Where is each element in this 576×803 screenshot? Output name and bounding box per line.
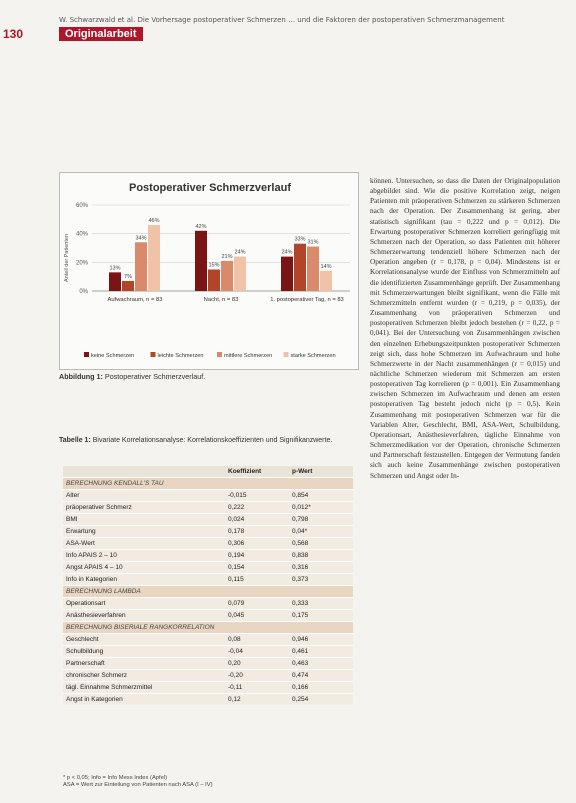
table-cell-coefficient: 0,045 bbox=[225, 610, 289, 622]
table-cell-p-value: 0,474 bbox=[289, 670, 353, 682]
legend-swatch bbox=[284, 352, 289, 357]
table-row bbox=[63, 598, 353, 610]
table-cell-p-value: 0,854 bbox=[289, 490, 353, 502]
table-row bbox=[63, 682, 353, 694]
figure-chart bbox=[59, 172, 359, 370]
table-cell-coefficient: 0,222 bbox=[225, 502, 289, 514]
table-cell-coefficient: 0,08 bbox=[225, 634, 289, 646]
bar-chart bbox=[60, 173, 358, 369]
table-caption bbox=[59, 436, 357, 445]
table-row bbox=[63, 502, 353, 514]
chart-data-label: 13% bbox=[109, 265, 121, 272]
table-cell-variable: Info APAIS 2 – 10 bbox=[63, 550, 225, 562]
table-cell-p-value: 0,316 bbox=[289, 562, 353, 574]
table-cell-variable: Erwartung bbox=[63, 526, 225, 538]
table-cell-variable: chronischer Schmerz bbox=[63, 670, 225, 682]
table-cell-p-value: 0,838 bbox=[289, 550, 353, 562]
table-cell-variable: Info in Kategorien bbox=[63, 574, 225, 586]
table-row bbox=[63, 694, 353, 706]
table-row bbox=[63, 490, 353, 502]
table-cell-p-value: 0,175 bbox=[289, 610, 353, 622]
table-cell-coefficient: -0,04 bbox=[225, 646, 289, 658]
chart-data-label: 31% bbox=[307, 239, 319, 246]
chart-data-label: 33% bbox=[294, 236, 306, 243]
table-header-p-value: p-Wert bbox=[289, 466, 353, 478]
chart-y-tick-label: 0% bbox=[79, 289, 88, 295]
table-section-row bbox=[63, 478, 353, 490]
table-cell-variable: tägl. Einnahme Schmerzmittel bbox=[63, 682, 225, 694]
table-cell-variable: Angst in Kategorien bbox=[63, 694, 225, 706]
table-cell-p-value: 0,166 bbox=[289, 682, 353, 694]
table-cell-coefficient: 0,306 bbox=[225, 538, 289, 550]
table-caption-text: Bivariate Korrelationsanalyse: Korrelationskoeffizienten und Signifikanzwerte. bbox=[92, 437, 333, 444]
chart-bar bbox=[221, 261, 233, 291]
table-footnote: ASA = Wert zur Einteilung von Patienten nach ASA (I – IV) bbox=[63, 782, 213, 788]
chart-data-label: 42% bbox=[195, 223, 207, 230]
legend-label: mittlere Schmerzen bbox=[224, 353, 273, 359]
table-cell-p-value: 0,568 bbox=[289, 538, 353, 550]
table-cell-p-value: 0,463 bbox=[289, 658, 353, 670]
table-cell-coefficient: -0,015 bbox=[225, 490, 289, 502]
table-cell-p-value: 0,461 bbox=[289, 646, 353, 658]
legend-swatch bbox=[84, 352, 89, 357]
chart-y-tick-label: 40% bbox=[75, 231, 88, 238]
chart-bar bbox=[320, 271, 332, 291]
table-section-row bbox=[63, 622, 353, 634]
table-cell-p-value: 0,333 bbox=[289, 598, 353, 610]
chart-bar bbox=[234, 257, 246, 291]
chart-bar bbox=[294, 244, 306, 291]
table-row bbox=[63, 550, 353, 562]
table-cell-variable: Alter bbox=[63, 490, 225, 502]
legend-swatch bbox=[151, 352, 156, 357]
table-cell-variable: Schulbildung bbox=[63, 646, 225, 658]
table-header-row bbox=[63, 466, 353, 478]
table-row bbox=[63, 634, 353, 646]
table-cell-coefficient: 0,115 bbox=[225, 574, 289, 586]
running-head: W. Schwarzwald et al. Die Vorhersage postoperativer Schmerzen … und die Faktoren der postoperativen Schmerzmanagement bbox=[59, 16, 505, 24]
chart-bar bbox=[109, 272, 121, 291]
chart-title: Postoperativer Schmerzverlauf bbox=[128, 182, 292, 194]
chart-bar bbox=[281, 257, 293, 291]
table-cell-variable: Anästhesieverfahren bbox=[63, 610, 225, 622]
table-cell-coefficient: 0,079 bbox=[225, 598, 289, 610]
table-cell-p-value: 0,012* bbox=[289, 502, 353, 514]
table-cell-coefficient: 0,20 bbox=[225, 658, 289, 670]
correlation-table bbox=[63, 466, 353, 705]
table-row bbox=[63, 670, 353, 682]
table-header-coefficient: Koeffizient bbox=[225, 466, 289, 478]
table-cell-coefficient: 0,024 bbox=[225, 514, 289, 526]
chart-data-label: 15% bbox=[208, 262, 220, 269]
chart-category-label: 1. postoperativer Tag, n = 83 bbox=[270, 297, 344, 303]
table-cell-p-value: 0,798 bbox=[289, 514, 353, 526]
table-row bbox=[63, 526, 353, 538]
table-cell-p-value: 0,254 bbox=[289, 694, 353, 706]
table-row bbox=[63, 658, 353, 670]
chart-y-tick-label: 60% bbox=[75, 203, 88, 209]
chart-bar bbox=[195, 231, 207, 291]
table-row bbox=[63, 562, 353, 574]
table-cell-variable: Operationsart bbox=[63, 598, 225, 610]
table-footnote: * p < 0,05; Info = Info Mess Index (Apfel) bbox=[63, 775, 168, 781]
chart-bar bbox=[208, 270, 220, 292]
table-header-label bbox=[63, 466, 225, 478]
table-body bbox=[63, 478, 353, 706]
chart-bar bbox=[135, 242, 147, 291]
chart-bar bbox=[122, 281, 134, 291]
table-cell-coefficient: 0,154 bbox=[225, 562, 289, 574]
chart-data-label: 14% bbox=[320, 263, 332, 270]
table-cell-variable: BMI bbox=[63, 514, 225, 526]
table-row bbox=[63, 538, 353, 550]
figure-caption bbox=[59, 372, 205, 381]
table-cell-variable: Partnerschaft bbox=[63, 658, 225, 670]
table-section-row bbox=[63, 586, 353, 598]
chart-bar bbox=[307, 247, 319, 291]
table-footnotes bbox=[63, 775, 353, 789]
figure-caption-text: Postoperativer Schmerzverlauf. bbox=[104, 372, 206, 381]
chart-data-label: 7% bbox=[124, 273, 132, 280]
chart-y-tick-label: 20% bbox=[75, 260, 88, 267]
figure-caption-label: Abbildung 1: bbox=[59, 372, 103, 381]
table-cell-variable: Geschlecht bbox=[63, 634, 225, 646]
chart-data-label: 46% bbox=[148, 218, 160, 225]
chart-category-label: Aufwachraum, n = 83 bbox=[107, 297, 163, 303]
legend-label: keine Schmerzen bbox=[91, 353, 135, 359]
table-cell-variable: präoperativer Schmerz bbox=[63, 502, 225, 514]
legend-label: leichte Schmerzen bbox=[157, 353, 204, 359]
table-cell-p-value: 0,04* bbox=[289, 526, 353, 538]
chart-data-label: 21% bbox=[221, 253, 233, 260]
body-text-column bbox=[370, 176, 560, 481]
legend-label: starke Schmerzen bbox=[290, 353, 336, 359]
chart-data-label: 24% bbox=[281, 249, 293, 256]
table-row bbox=[63, 514, 353, 526]
body-paragraph: können. Untersuchen, so dass die Daten der Originalpopulation abgebildet sind. Wie die positive Korrelation zeigt, neigen Patienten mit präoperativen Schmerzen zu stärkeren Schmerzen nach der Operation. Der Zusammenhang ist gering, aber statistisch signifikant (tau = 0,222 und p = 0,012). Die Erwartung postoperativer Schmerzen korreliert geringfügig mit Schmerzen nach der Operation, so dass Patienten mit höherer Schmerzerwartung tendenziell höhere Schmerzen nach der Operation angeben (r = 0,178, p = 0,04). Mindestens ist er Korrelationsanalyse wurde der Einfluss von Schmerzmitteln auf die identifizierten Zusammenhänge geprüft. Der Zusammenhang mit Schmerzerwartungen bleibt signifikant, wenn die Fälle mit Schmerzmitteln entfernt wurden (r = 0,219, p = 0,035), der Zusammenhang von präoperativen Schmerzen und postoperativen Schmerzen bleibt jedoch bestehen (r = 0,22, p = 0,041). Bei der Untersuchung von Zusammenhängen zwischen den einzelnen Erhebungszeitpunkten postoperativer Schmerzen zeigt sich, dass hohe Schmerzen im Aufwachraum und hohe Schmerzwerte in der Nacht zusammenhängen (r = 0,015) und nächtliche Schmerzen wiederum mit Schmerzen am ersten postoperativen Tag korrelieren (p = 0,001). Ein Zusammenhang zwischen Schmerzen im Aufwachraum und denen am ersten postoperativen Tag besteht jedoch nicht (p = 0,5). Kein Zusammenhang mit postoperativen Schmerzen war für die Variablen Alter, Geschlecht, BMI, ASA-Wert, Schulbildung, Operationsart, Anästhesieverfahren, tägliche Einnahme von Schmerzmedikation vor der Operation, chronische Schmerzen und Partnerschaft festzustellen. Entgegen der Vermutung fanden sich auch keine Zusammenhänge zwischen postoperativen Schmerzen und Angst oder In- bbox=[370, 176, 560, 480]
table-cell-coefficient: 0,12 bbox=[225, 694, 289, 706]
chart-bar bbox=[148, 225, 160, 291]
section-label: Originalarbeit bbox=[59, 27, 143, 41]
chart-y-axis-label: Anteil der Patienten bbox=[64, 233, 70, 283]
table-cell-variable: Angst APAIS 4 – 10 bbox=[63, 562, 225, 574]
table-cell-variable: ASA-Wert bbox=[63, 538, 225, 550]
table-cell-coefficient: -0,20 bbox=[225, 670, 289, 682]
chart-data-label: 24% bbox=[234, 249, 246, 256]
table-section-label: BERECHNUNG BISERIALE RANGKORRELATION bbox=[63, 622, 353, 634]
table-row bbox=[63, 610, 353, 622]
chart-category-label: Nacht, n = 83 bbox=[203, 297, 239, 303]
table-cell-p-value: 0,373 bbox=[289, 574, 353, 586]
table-row bbox=[63, 574, 353, 586]
page-number: 130 bbox=[3, 27, 24, 41]
table-section-label: BERECHNUNG LAMBDA bbox=[63, 586, 353, 598]
table-cell-coefficient: -0,11 bbox=[225, 682, 289, 694]
table-section-label: BERECHNUNG KENDALL'S TAU bbox=[63, 478, 353, 490]
table-cell-p-value: 0,946 bbox=[289, 634, 353, 646]
table-cell-coefficient: 0,194 bbox=[225, 550, 289, 562]
table-cell-coefficient: 0,178 bbox=[225, 526, 289, 538]
legend-swatch bbox=[217, 352, 222, 357]
table-row bbox=[63, 646, 353, 658]
chart-data-label: 34% bbox=[135, 235, 147, 242]
table-caption-label: Tabelle 1: bbox=[59, 437, 91, 444]
